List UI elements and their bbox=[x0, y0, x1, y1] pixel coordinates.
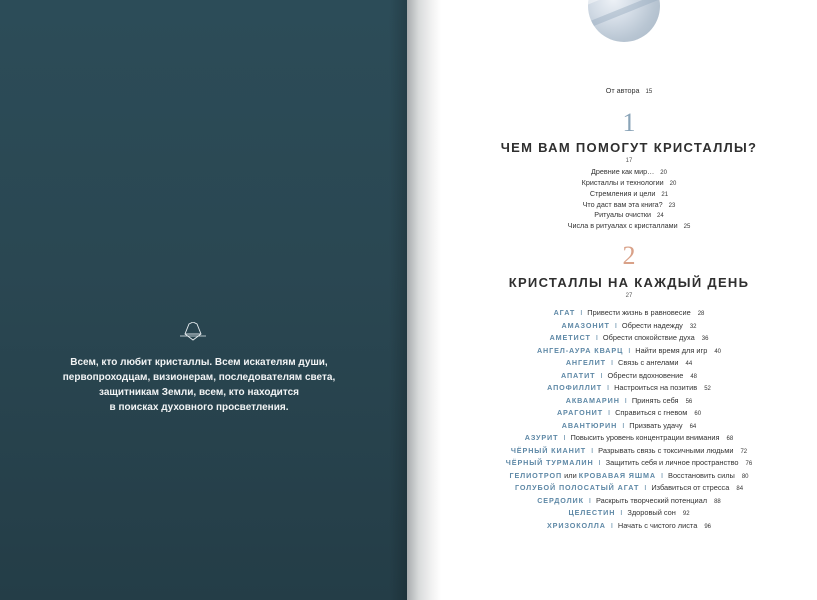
conjunction: или bbox=[564, 471, 577, 480]
toc-entry bbox=[441, 496, 817, 507]
section-page: 24 bbox=[657, 213, 664, 219]
separator: I bbox=[598, 458, 601, 467]
section-title: Числа в ритуалах с кристаллами bbox=[567, 221, 678, 230]
stone-name: АКВАМАРИН bbox=[565, 396, 620, 405]
section-page: 23 bbox=[668, 203, 676, 209]
separator: I bbox=[624, 396, 627, 405]
toc-entry bbox=[441, 321, 817, 332]
toc-entry bbox=[441, 421, 817, 432]
stone-name: АМАЗОНИТ bbox=[561, 321, 610, 330]
toc-page: 15 bbox=[645, 89, 653, 95]
entry-text: Повысить уровень концентрации внимания bbox=[570, 433, 720, 442]
toc-entry bbox=[441, 446, 817, 457]
entry-text: Обрести надежду bbox=[621, 321, 683, 330]
toc-entry bbox=[441, 333, 817, 344]
toc-entry bbox=[441, 508, 817, 519]
stone-name: ГЕЛИОТРОП bbox=[509, 471, 563, 480]
stone-name: АПОФИЛЛИТ bbox=[547, 383, 603, 392]
entry-page: 44 bbox=[685, 361, 693, 367]
toc-entry bbox=[441, 308, 817, 319]
dedication-text bbox=[40, 355, 358, 415]
entry-text: Привести жизнь в равновесие bbox=[587, 308, 691, 317]
entry-page: 92 bbox=[682, 511, 690, 517]
toc-intro bbox=[441, 86, 817, 97]
entry-page: 32 bbox=[689, 324, 697, 330]
entry-page: 48 bbox=[690, 374, 697, 380]
stone-name: СЕРДОЛИК bbox=[537, 496, 584, 505]
stone-name-alt: КРОВАВАЯ ЯШМА bbox=[578, 471, 656, 480]
entry-page: 60 bbox=[694, 411, 702, 417]
toc-entry bbox=[441, 371, 817, 382]
separator: I bbox=[660, 471, 664, 480]
dedication-line: защитникам Земли, всем, кто находится bbox=[98, 387, 299, 398]
chapter-number: 2 bbox=[622, 241, 636, 270]
stone-name: АГАТ bbox=[553, 308, 576, 317]
entry-text: Обрести вдохновение bbox=[607, 371, 684, 380]
stone-name: АЗУРИТ bbox=[524, 433, 559, 442]
toc-entry bbox=[441, 408, 817, 419]
entry-page: 80 bbox=[741, 474, 749, 480]
stone-name: АВАНТЮРИН bbox=[561, 421, 618, 430]
entry-text: Призвать удачу bbox=[629, 421, 683, 430]
toc-entry bbox=[441, 458, 817, 469]
toc-title: От автора bbox=[605, 86, 640, 95]
section-title: Стремления и цели bbox=[589, 189, 656, 198]
separator: I bbox=[595, 333, 598, 342]
entry-text: Восстановить силы bbox=[668, 471, 735, 480]
toc-section bbox=[441, 189, 817, 200]
stone-name: ХРИЗОКОЛЛА bbox=[546, 521, 606, 530]
section-title: Что даст вам эта книга? bbox=[582, 200, 663, 209]
separator: I bbox=[580, 308, 583, 317]
entry-page: 88 bbox=[714, 499, 721, 505]
stone-name: АНГЕЛ-АУРА КВАРЦ bbox=[536, 346, 624, 355]
separator: I bbox=[614, 321, 617, 330]
toc-section bbox=[441, 210, 817, 221]
separator: I bbox=[600, 371, 603, 380]
entry-page: 76 bbox=[745, 461, 753, 467]
stone-name: АПАТИТ bbox=[560, 371, 596, 380]
crystal-icon bbox=[180, 322, 206, 342]
stone-name: ЧЁРНЫЙ ТУРМАЛИН bbox=[505, 458, 594, 467]
section-title: Древние как мир… bbox=[591, 167, 655, 176]
entry-text: Обрести спокойствие духа bbox=[602, 333, 695, 342]
stone-name: ГОЛУБОЙ ПОЛОСАТЫЙ АГАТ bbox=[514, 483, 640, 492]
entry-text: Справиться с гневом bbox=[615, 408, 688, 417]
entry-text: Разрывать связь с токсичными людьми bbox=[598, 446, 734, 455]
separator: I bbox=[622, 421, 625, 430]
separator: I bbox=[608, 408, 611, 417]
entry-text: Связь с ангелами bbox=[618, 358, 679, 367]
toc-entry bbox=[441, 471, 817, 482]
section-page: 20 bbox=[660, 170, 667, 176]
section-title: Ритуалы очистки bbox=[594, 210, 651, 219]
section-title: Кристаллы и технологии bbox=[581, 178, 664, 187]
entry-text: Избавиться от стресса bbox=[651, 483, 730, 492]
chapter-page: 27 bbox=[625, 293, 633, 299]
separator: I bbox=[644, 483, 647, 492]
entry-page: 64 bbox=[689, 424, 697, 430]
toc-entry bbox=[441, 483, 817, 494]
entry-text: Здоровый сон bbox=[627, 508, 676, 517]
toc-entry bbox=[441, 521, 817, 532]
toc-section bbox=[441, 221, 817, 232]
separator: I bbox=[620, 508, 623, 517]
separator: I bbox=[563, 433, 566, 442]
book-gutter bbox=[407, 0, 441, 600]
separator: I bbox=[588, 496, 591, 505]
toc-entry bbox=[441, 346, 817, 357]
toc-entry bbox=[441, 433, 817, 444]
toc-section bbox=[441, 167, 817, 178]
entry-page: 36 bbox=[701, 336, 709, 342]
entry-text: Найти время для игр bbox=[635, 346, 708, 355]
entry-page: 68 bbox=[726, 436, 734, 442]
dedication-line: первопроходцам, визионерам, последователям света, bbox=[62, 372, 336, 383]
separator: I bbox=[610, 358, 614, 367]
toc-entry bbox=[441, 383, 817, 394]
separator: I bbox=[591, 446, 594, 455]
entry-text: Настроиться на позитив bbox=[614, 383, 698, 392]
table-of-contents bbox=[441, 0, 817, 600]
entry-page: 28 bbox=[697, 311, 705, 317]
toc-entry bbox=[441, 358, 817, 369]
stone-name: ЧЁРНЫЙ КИАНИТ bbox=[510, 446, 587, 455]
toc-entry bbox=[441, 396, 817, 407]
stone-name: АМЕТИСТ bbox=[549, 333, 591, 342]
entry-page: 96 bbox=[704, 524, 712, 530]
chapter-title: КРИСТАЛЛЫ НА КАЖДЫЙ ДЕНЬ bbox=[508, 275, 750, 290]
chapter-page: 17 bbox=[625, 158, 633, 164]
dedication-line: в поисках духовного просветления. bbox=[109, 402, 289, 413]
entry-text: Принять себя bbox=[631, 396, 679, 405]
entry-text: Раскрыть творческий потенциал bbox=[595, 496, 708, 505]
section-page: 21 bbox=[661, 192, 669, 198]
chapter-title: ЧЕМ ВАМ ПОМОГУТ КРИСТАЛЛЫ? bbox=[500, 140, 758, 155]
entry-text: Начать с чистого листа bbox=[617, 521, 698, 530]
section-page: 20 bbox=[669, 181, 677, 187]
section-page: 25 bbox=[683, 224, 691, 230]
stone-name: АНГЕЛИТ bbox=[565, 358, 606, 367]
toc-section bbox=[441, 178, 817, 189]
stone-name: АРАГОНИТ bbox=[556, 408, 604, 417]
entry-page: 72 bbox=[740, 449, 748, 455]
entry-page: 56 bbox=[685, 399, 693, 405]
entry-text: Защитить себя и личное пространство bbox=[605, 458, 739, 467]
dedication-line: Всем, кто любит кристаллы. Всем искателям души, bbox=[70, 357, 328, 368]
entry-page: 52 bbox=[704, 386, 711, 392]
left-page bbox=[0, 0, 407, 600]
separator: I bbox=[610, 521, 613, 530]
entry-page: 84 bbox=[736, 486, 744, 492]
chapter-number: 1 bbox=[622, 108, 636, 137]
stone-name: ЦЕЛЕСТИН bbox=[568, 508, 616, 517]
entry-page: 40 bbox=[714, 349, 722, 355]
separator: I bbox=[628, 346, 631, 355]
separator: I bbox=[607, 383, 610, 392]
